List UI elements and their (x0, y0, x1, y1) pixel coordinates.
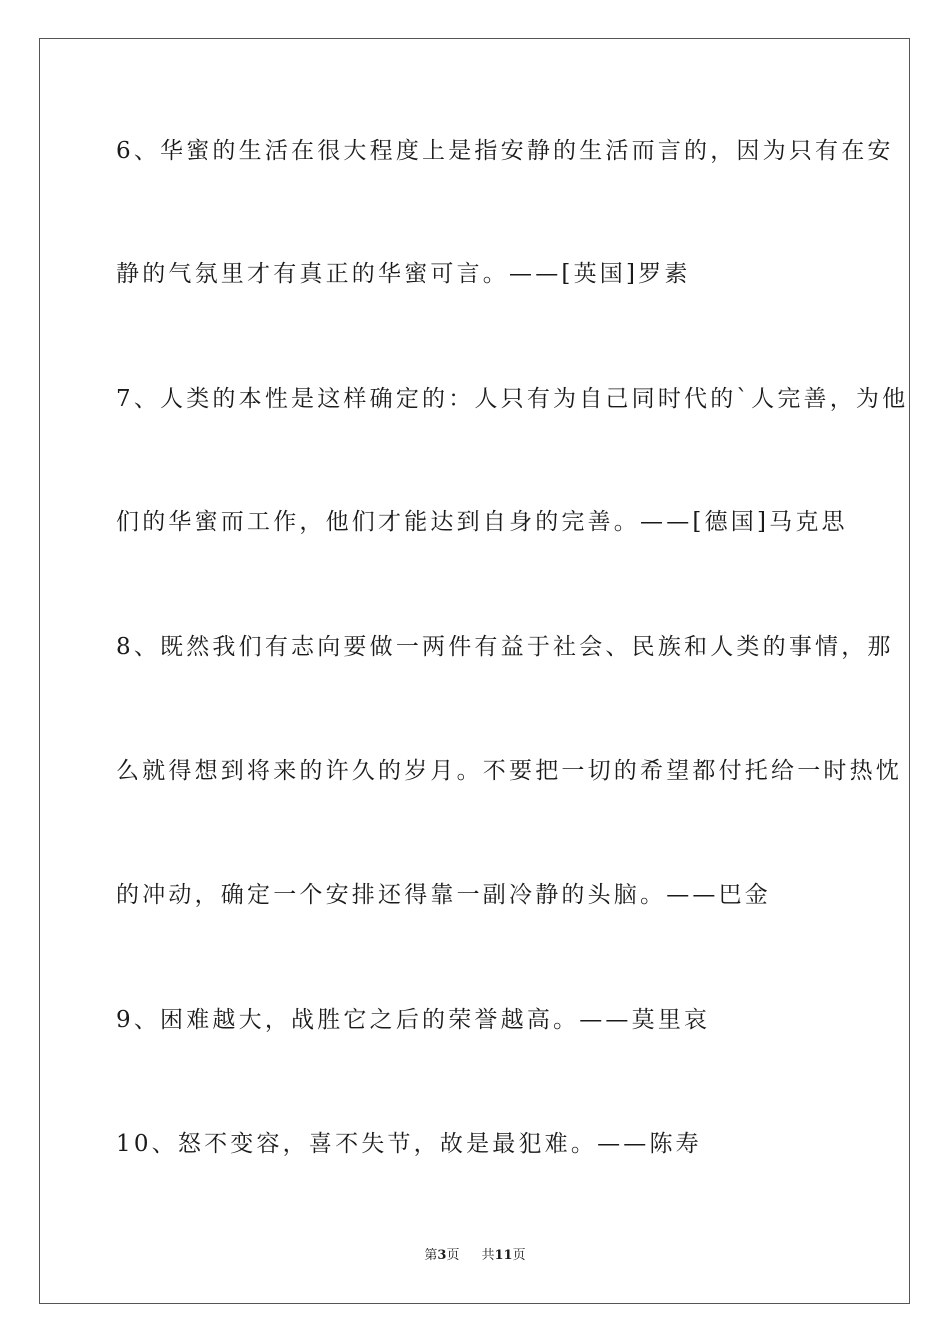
page-footer (0, 1247, 950, 1265)
text-line: 静的气氛里才有真正的华蜜可言。——[英国]罗素 (116, 261, 691, 287)
page-border (39, 38, 910, 1304)
total-unit: 页 (512, 1248, 526, 1263)
total-prefix: 共 (481, 1248, 495, 1263)
text-line: 7、人类的本性是这样确定的：人只有为自己同时代的`人完善，为他 (116, 386, 909, 412)
text-line: 9、困难越大，战胜它之后的荣誉越高。——莫里哀 (116, 1007, 711, 1033)
text-line: 的冲动，确定一个安排还得靠一副冷静的头脑。——巴金 (116, 882, 771, 908)
text-line: 6、华蜜的生活在很大程度上是指安静的生活而言的，因为只有在安 (116, 138, 894, 164)
text-line: 8、既然我们有志向要做一两件有益于社会、民族和人类的事情，那 (116, 634, 894, 660)
page-prefix: 第 (424, 1248, 438, 1263)
text-line: 们的华蜜而工作，他们才能达到自身的完善。——[德国]马克思 (116, 509, 848, 535)
page-unit: 页 (446, 1248, 460, 1263)
text-line: 么就得想到将来的许久的岁月。不要把一切的希望都付托给一时热忱 (116, 758, 902, 784)
page-current: 3 (437, 1248, 447, 1263)
page-total: 11 (494, 1248, 513, 1263)
text-line: 10、怒不变容，喜不失节，故是最犯难。——陈寿 (116, 1131, 702, 1157)
